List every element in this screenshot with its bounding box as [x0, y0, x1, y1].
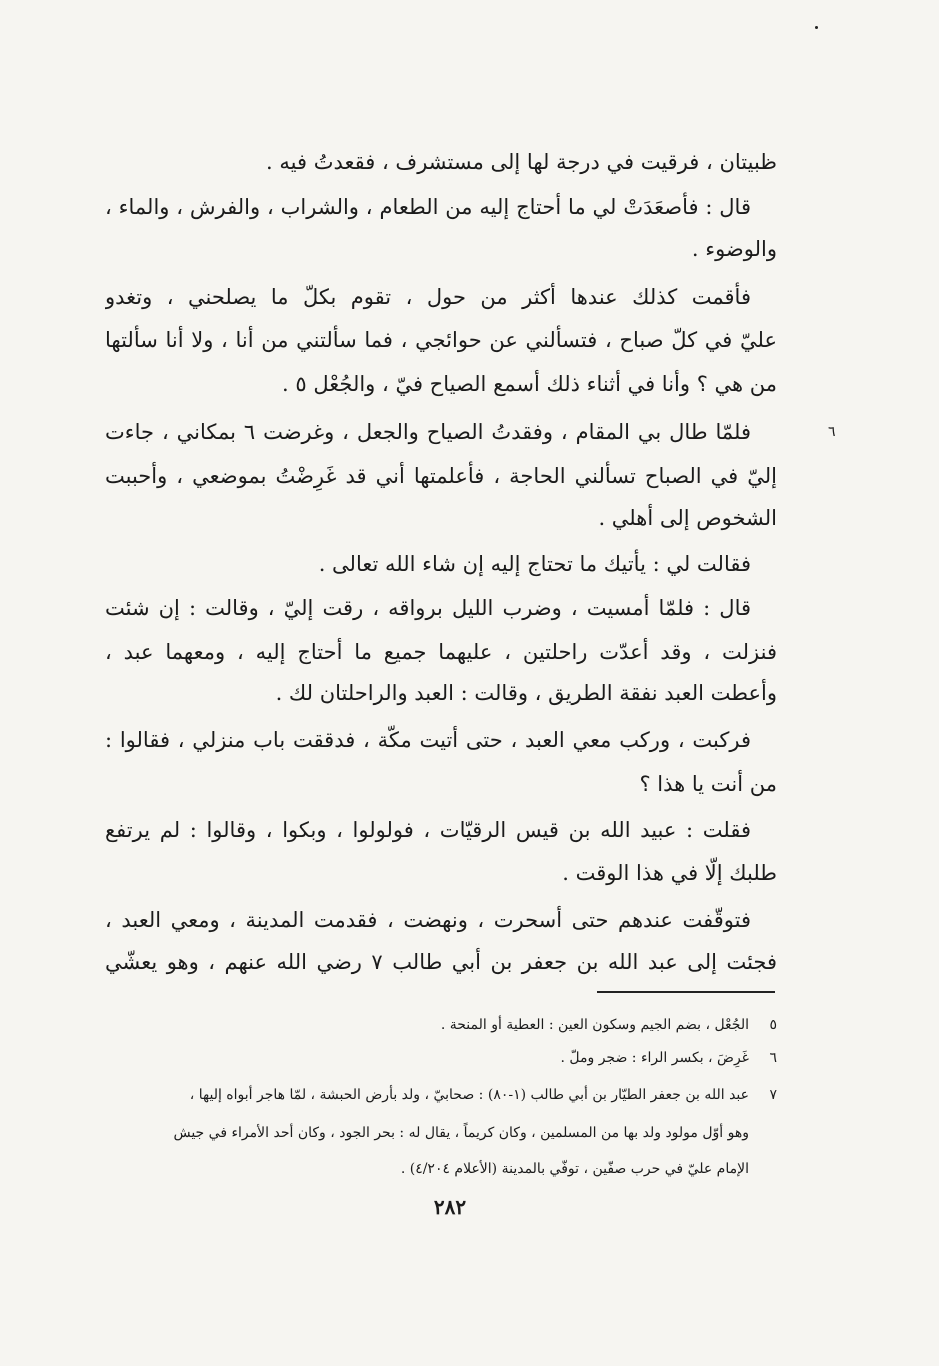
footnote-number: ٦: [769, 1050, 777, 1066]
body-line: من هي ؟ وأنا في أثناء ذلك أسمع الصياح فيّ ، والجُعْل ٥ .: [282, 372, 777, 396]
body-line: فنزلت ، وقد أعدّت راحلتين ، عليهما جميع ما أحتاج إليه ، ومعهما عبد ،: [105, 640, 777, 664]
scan-speck: [815, 26, 818, 29]
footnote-text: عبد الله بن جعفر الطيّار بن أبي طالب (١-٨٠) : صحابيّ ، ولد بأرض الحبشة ، لمّا هاجر أبواه إليها ،: [189, 1087, 749, 1103]
body-line: عليّ في كلّ صباح ، فتسألني عن حوائجي ، فما سألتني من أنا ، ولا أنا سألتها: [105, 328, 777, 352]
body-line: فجئت إلى عبد الله بن جعفر بن أبي طالب ٧ رضي الله عنهم ، وهو يعشّي: [105, 950, 777, 974]
body-line: فأقمت كذلك عندها أكثر من حول ، تقوم بكلّ ما يصلحني ، وتغدو: [105, 285, 751, 309]
body-line: فركبت ، وركب معي العبد ، حتى أتيت مكّة ، فدققت باب منزلي ، فقالوا :: [105, 728, 751, 752]
margin-footnote-marker: ٦: [828, 424, 836, 440]
body-line: فقالت لي : يأتيك ما تحتاج إليه إن شاء الله تعالى .: [318, 552, 751, 576]
body-line: فتوقّفت عندهم حتى أسحرت ، ونهضت ، فقدمت المدينة ، ومعي العبد ،: [105, 908, 751, 932]
footnote-7-continued: الإمام عليّ في حرب صفّين ، توفّي بالمدينة (الأعلام ٤/٢٠٤) .: [400, 1161, 749, 1177]
footnote-text: الجُعْل ، بضم الجيم وسكون العين : العطية أو المنحة .: [440, 1017, 749, 1033]
footnote-5: [105, 1012, 777, 1038]
body-line: الشخوص إلى أهلي .: [598, 506, 777, 530]
footnote-number: ٥: [769, 1017, 777, 1033]
body-line: فلمّا طال بي المقام ، وفقدتُ الصياح والجعل ، وغرضت ٦ بمكاني ، جاءت: [105, 420, 751, 444]
body-line: فقلت : عبيد الله بن قيس الرقيّات ، فولولوا ، وبكوا ، وقالوا : لم يرتفع: [105, 818, 751, 842]
footnote-text: غَرِضَ ، بكسر الراء : ضجر وملّ .: [560, 1050, 749, 1066]
body-line: قال : فأصعَدَتْ لي ما أحتاج إليه من الطعام ، والشراب ، والفرش ، والماء ،: [105, 195, 751, 219]
body-line: ظبيتان ، فرقيت في درجة لها إلى مستشرف ، فقعدتُ فيه .: [266, 150, 777, 174]
body-line: وأعطت العبد نفقة الطريق ، وقالت : العبد والراحلتان لك .: [275, 681, 777, 705]
footnotes: [105, 1012, 777, 1192]
footnote-7: [105, 1082, 777, 1108]
page-number: ٢٨٢: [433, 1195, 467, 1219]
footnote-7-continued: وهو أوّل مولود ولد بها من المسلمين ، وكان كريماً ، يقال له : بحر الجود ، وكان أحد الأمراء في جيش: [173, 1125, 749, 1141]
footnote-separator: [597, 991, 775, 993]
body-line: من أنت يا هذا ؟: [639, 772, 777, 796]
body-line: إليّ في الصباح تسألني الحاجة ، فأعلمتها أني قد غَرِضْتُ بموضعي ، وأحببت: [105, 464, 777, 488]
body-line: قال : فلمّا أمسيت ، وضرب الليل برواقه ، رقت إليّ ، وقالت : إن شئت: [105, 596, 751, 620]
footnote-6: [105, 1045, 777, 1071]
body-text: [105, 145, 777, 975]
body-line: طلبك إلّا في هذا الوقت .: [562, 861, 777, 885]
footnote-number: ٧: [769, 1087, 777, 1103]
body-line: والوضوء .: [691, 237, 777, 261]
